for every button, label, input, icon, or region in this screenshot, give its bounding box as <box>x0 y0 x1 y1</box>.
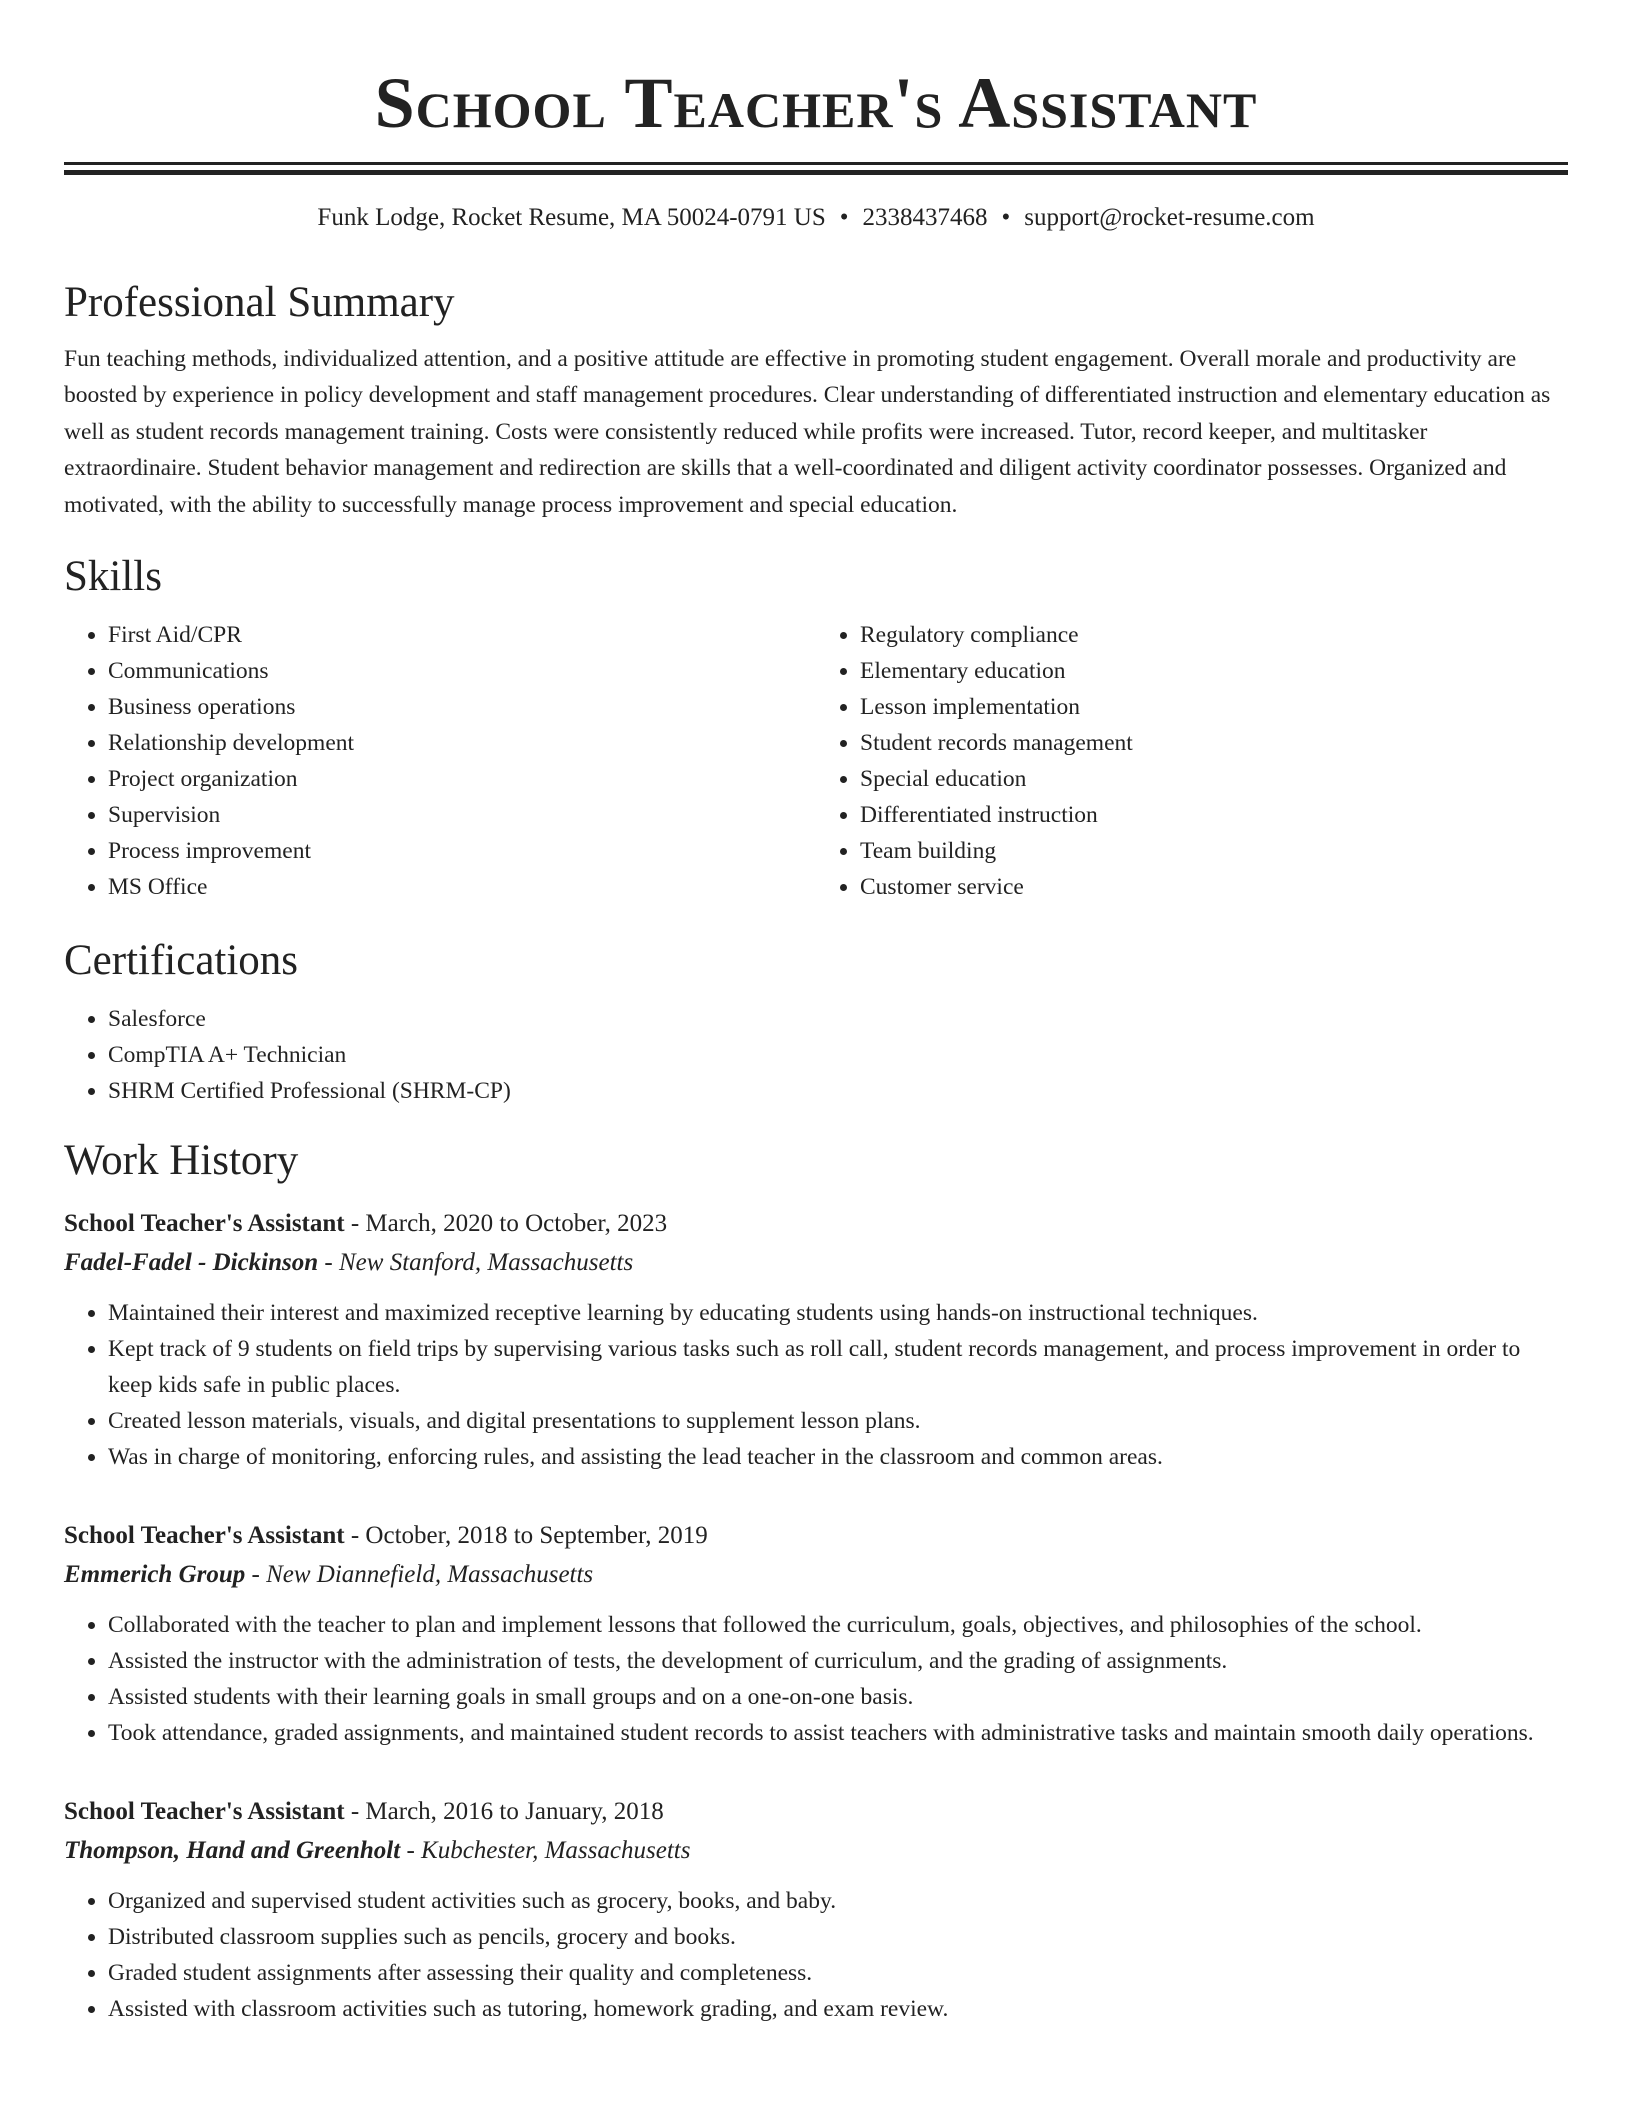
certifications-heading: Certifications <box>64 937 299 985</box>
contact-phone: 2338437468 <box>862 204 988 231</box>
contact-address: Funk Lodge, Rocket Resume, MA 50024-0791 US <box>317 204 826 231</box>
job-duty: • Assisted the instructor with the administration of tests, the development of curriculum, and the grading of assignments. <box>108 1643 1568 1679</box>
job-title: School Teacher's Assistant <box>64 1522 345 1550</box>
job-duties-list <box>64 1295 1568 1475</box>
summary-text: Fun teaching methods, individualized attention, and a positive attitude are effective in promoting student engagement. Overall morale and productivity are boosted by experience in policy development and staff management procedures. Clear understanding of differentiated instruction and elementary education as well as student records management training. Costs were consistently reduced while profits were increased. Tutor, record keeper, and multitasker extraordinaire. Student behavior management and redirection are skills that a well-coordinated and diligent activity coordinator possesses. Organized and motivated, with the ability to successfully manage process improvement and special education. <box>64 346 1551 518</box>
job-duty: • Collaborated with the teacher to plan and implement lessons that followed the curriculum, goals, objectives, and philosophies of the school. <box>108 1607 1568 1643</box>
job-header <box>64 1793 1568 1831</box>
job-duties-list <box>64 1607 1568 1751</box>
job-duty: • Was in charge of monitoring, enforcing rules, and assisting the lead teacher in the classroom and common areas. <box>108 1439 1568 1475</box>
skill-item: • Elementary education <box>860 653 1568 689</box>
summary-heading: Professional Summary <box>64 279 455 326</box>
job-duty: • Organized and supervised student activities such as grocery, books, and baby. <box>108 1883 1568 1919</box>
job-employer-line <box>64 1243 1568 1283</box>
skill-item: • Customer service <box>860 869 1568 905</box>
job-company: Fadel-Fadel - Dickinson <box>64 1249 319 1277</box>
summary-section <box>64 275 1568 523</box>
job-title: School Teacher's Assistant <box>64 1210 345 1238</box>
skills-section <box>64 549 1568 905</box>
skill-item: • Student records management <box>860 725 1568 761</box>
job-entry <box>64 1205 1568 1475</box>
certifications-list <box>64 1001 1568 1109</box>
job-entry <box>64 1793 1568 2027</box>
job-duty: • Created lesson materials, visuals, and digital presentations to supplement lesson plans. <box>108 1403 1568 1439</box>
certification-item: • CompTIA A+ Technician <box>108 1037 1568 1073</box>
job-duty: • Took attendance, graded assignments, and maintained student records to assist teachers with administrative tasks and maintain smooth daily operations. <box>108 1715 1568 1751</box>
header-divider-top <box>64 162 1568 165</box>
job-duty: • Assisted students with their learning goals in small groups and on a one-on-one basis. <box>108 1679 1568 1715</box>
contact-line <box>64 201 1568 235</box>
job-header <box>64 1205 1568 1243</box>
job-title: School Teacher's Assistant <box>64 1798 345 1826</box>
skills-list-right <box>816 617 1568 905</box>
job-dates: - March, 2016 to January, 2018 <box>344 1798 664 1826</box>
skill-item: • Supervision <box>108 797 816 833</box>
work-history-section <box>64 1133 1568 2027</box>
contact-email: support@rocket-resume.com <box>1024 204 1315 231</box>
resume-page <box>64 0 1568 2027</box>
certifications-section <box>64 933 1568 1109</box>
certification-item: • Salesforce <box>108 1001 1568 1037</box>
skill-item: • MS Office <box>108 869 816 905</box>
job-header <box>64 1517 1568 1555</box>
header-divider-bottom <box>64 170 1568 175</box>
skill-item: • Process improvement <box>108 833 816 869</box>
job-employer-line <box>64 1555 1568 1595</box>
skill-item: • Differentiated instruction <box>860 797 1568 833</box>
skill-item: • Team building <box>860 833 1568 869</box>
job-duty: • Assisted with classroom activities such as tutoring, homework grading, and exam review. <box>108 1991 1568 2027</box>
job-location: - Kubchester, Massachusetts <box>400 1837 691 1865</box>
contact-separator: • <box>839 204 849 231</box>
skills-list-left <box>64 617 816 905</box>
job-dates: - October, 2018 to September, 2019 <box>344 1522 708 1550</box>
skill-item: • Business operations <box>108 689 816 725</box>
job-duty: • Graded student assignments after assessing their quality and completeness. <box>108 1955 1568 1991</box>
skill-item: • Communications <box>108 653 816 689</box>
job-company: Thompson, Hand and Greenholt <box>64 1837 401 1865</box>
page-title: School Teacher's Assistant <box>374 63 1258 143</box>
job-duty: • Distributed classroom supplies such as pencils, grocery and books. <box>108 1919 1568 1955</box>
skill-item: • Relationship development <box>108 725 816 761</box>
certification-item: • SHRM Certified Professional (SHRM-CP) <box>108 1073 1568 1109</box>
job-duty: • Maintained their interest and maximized receptive learning by educating students using hands-on instructional techniques. <box>108 1295 1568 1331</box>
job-employer-line <box>64 1831 1568 1871</box>
job-duties-list <box>64 1883 1568 2027</box>
job-entry <box>64 1517 1568 1751</box>
skill-item: • First Aid/CPR <box>108 617 816 653</box>
job-location: - New Stanford, Massachusetts <box>318 1249 634 1277</box>
skill-item: • Regulatory compliance <box>860 617 1568 653</box>
skill-item: • Lesson implementation <box>860 689 1568 725</box>
job-company: Emmerich Group <box>64 1561 246 1589</box>
job-location: - New Diannefield, Massachusetts <box>245 1561 594 1589</box>
job-duty: • Kept track of 9 students on field trips by supervising various tasks such as roll call, student records management, and process improvement in order to keep kids safe in public places. <box>108 1331 1568 1403</box>
contact-separator: • <box>1001 204 1011 231</box>
skills-heading: Skills <box>64 553 162 601</box>
work-history-heading: Work History <box>64 1137 299 1185</box>
skill-item: • Special education <box>860 761 1568 797</box>
job-dates: - March, 2020 to October, 2023 <box>344 1210 668 1238</box>
skill-item: • Project organization <box>108 761 816 797</box>
skills-columns <box>64 617 1568 905</box>
